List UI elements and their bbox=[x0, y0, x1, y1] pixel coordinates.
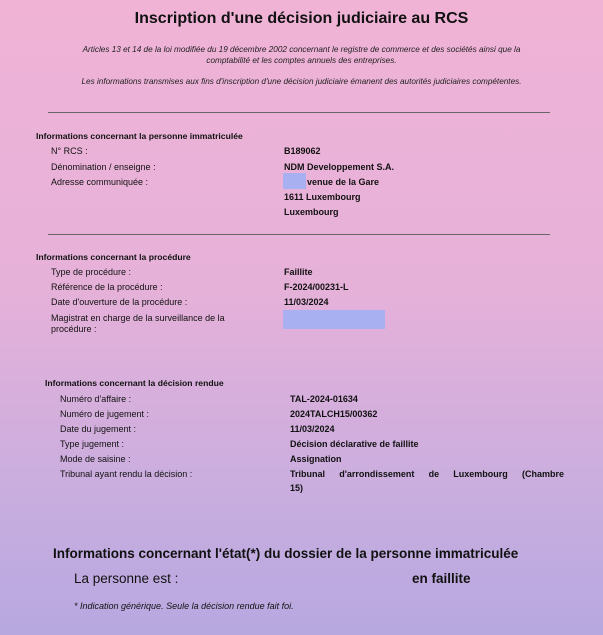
numero-affaire-value: TAL-2024-01634 bbox=[290, 394, 358, 404]
denomination-value: NDM Developpement S.A. bbox=[284, 162, 395, 172]
generic-indication-note: * Indication générique. Seule la décision rendue fait foi. bbox=[74, 601, 294, 611]
etat-heading: Informations concernant l'état(*) du dossier de la personne immatriculée bbox=[53, 546, 519, 561]
section-heading-procedure: Informations concernant la procédure bbox=[36, 252, 191, 262]
legal-reference-line-2: comptabilité et les comptes annuels des entreprises. bbox=[206, 56, 397, 65]
date-jugement-value: 11/03/2024 bbox=[290, 424, 335, 434]
numero-affaire-label: Numéro d'affaire : bbox=[60, 394, 132, 404]
mode-saisine-value: Assignation bbox=[290, 454, 342, 464]
numero-jugement-value: 2024TALCH15/00362 bbox=[290, 409, 378, 419]
tribunal-value-line-2: 15) bbox=[290, 483, 304, 493]
legal-reference-line-1: Articles 13 et 14 de la loi modifiée du 19 décembre 2002 concernant le registre de commerce et des sociétés ainsi que la bbox=[82, 45, 521, 54]
rcs-value: B189062 bbox=[284, 146, 321, 156]
numero-jugement-label: Numéro de jugement : bbox=[60, 409, 150, 419]
type-procedure-value: Faillite bbox=[284, 267, 313, 277]
type-jugement-label: Type jugement : bbox=[60, 439, 125, 449]
type-jugement-value: Décision déclarative de faillite bbox=[290, 439, 419, 449]
section-heading-decision: Informations concernant la décision rendue bbox=[45, 378, 224, 388]
reference-procedure-label: Référence de la procédure : bbox=[51, 282, 163, 292]
document-title: Inscription d'une décision judiciaire au RCS bbox=[134, 10, 469, 27]
etat-value: en faillite bbox=[412, 571, 471, 586]
type-procedure-label: Type de procédure : bbox=[51, 267, 132, 277]
redaction-box bbox=[283, 310, 385, 329]
mode-saisine-label: Mode de saisine : bbox=[60, 454, 131, 464]
denomination-label: Dénomination / enseigne : bbox=[51, 162, 156, 172]
adresse-line-3: Luxembourg bbox=[284, 207, 339, 217]
adresse-line-1: venue de la Gare bbox=[307, 177, 380, 187]
divider bbox=[48, 112, 550, 113]
adresse-label: Adresse communiquée : bbox=[51, 177, 149, 187]
date-ouverture-value: 11/03/2024 bbox=[284, 297, 329, 307]
date-jugement-label: Date du jugement : bbox=[60, 424, 137, 434]
section-heading-personne: Informations concernant la personne immatriculée bbox=[36, 131, 243, 141]
reference-procedure-value: F-2024/00231-L bbox=[284, 282, 349, 292]
date-ouverture-label: Date d'ouverture de la procédure : bbox=[51, 297, 188, 307]
rcs-label: N° RCS : bbox=[51, 146, 88, 156]
magistrat-label-2: procédure : bbox=[51, 324, 97, 334]
tribunal-value-line-1: Tribunal d'arrondissement de Luxembourg (Chambre bbox=[290, 469, 564, 479]
source-notice: Les informations transmises aux fins d'inscription d'une décision judiciaire émanent des autorités judiciaires compétentes. bbox=[81, 77, 522, 86]
redaction-box bbox=[283, 173, 306, 189]
tribunal-label: Tribunal ayant rendu la décision : bbox=[60, 469, 193, 479]
adresse-line-2: 1611 Luxembourg bbox=[284, 192, 361, 202]
etat-label: La personne est : bbox=[74, 571, 179, 586]
magistrat-label-1: Magistrat en charge de la surveillance de la bbox=[51, 313, 225, 323]
divider bbox=[48, 234, 550, 235]
